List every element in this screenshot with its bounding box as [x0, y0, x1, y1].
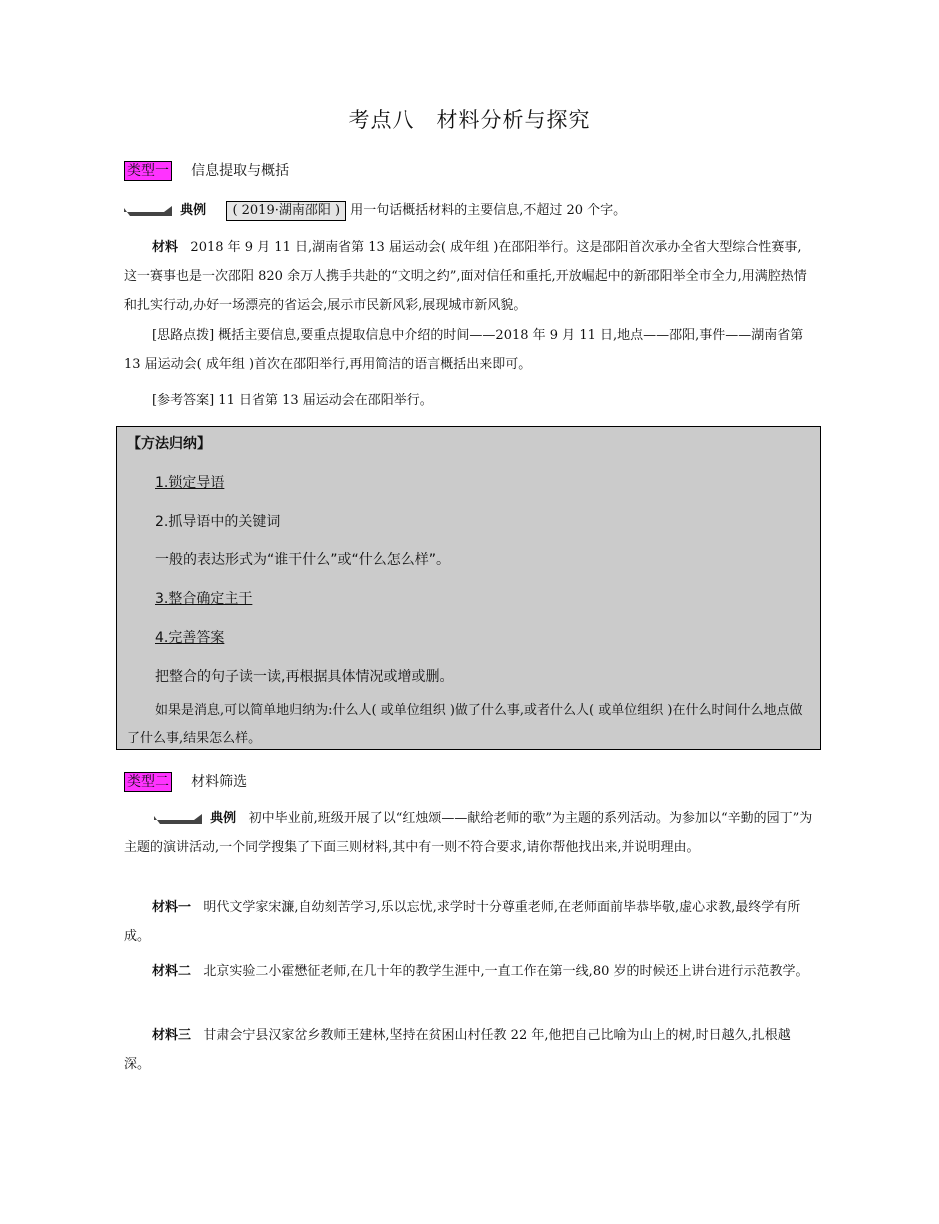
material-two-text: 北京实验二小霍懋征老师,在几十年的教学生涯中,一直工作在第一线,80 岁的时候还上讲台进行示范教学。 — [203, 964, 809, 979]
hint-paragraph — [124, 321, 814, 379]
answer-paragraph — [124, 386, 814, 415]
example-marker-icon — [124, 206, 172, 216]
method-step4-desc: 把整合的句子读一读,再根据具体情况或增或删。 — [155, 669, 454, 685]
material1-text: 2018 年 9 月 11 日,湖南省第 13 届运动会( 成年组 )在邵阳举行。这是邵阳首次承办全省大型综合性赛事,这一赛事也是一次邵阳 820 余万人携手共赴的“文明之约”,面对信任和重托,开放崛起中的新邵阳举全市全力,用满腔热情和扎实行动,办好一场漂亮的省运会,展示市民新风彩,展现城市新风貌。 — [124, 240, 807, 313]
material-three-paragraph — [124, 1021, 814, 1079]
material-three-label: 材料三 — [152, 1028, 192, 1043]
page-title: 考点八 材料分析与探究 — [348, 108, 591, 132]
method-note: 如果是消息,可以简单地归纳为:什么人( 或单位组织 )做了什么事,或者什么人( 或单位组织 )在什么时间什么地点做了什么事,结果怎么样。 — [127, 703, 803, 746]
section2-title: 材料筛选 — [191, 774, 248, 790]
example1-question: 用一句话概括材料的主要信息,不超过 20 个字。 — [350, 203, 627, 218]
material-three-text: 甘肃会宁县汉家岔乡教师王建林,坚持在贫困山村任教 22 年,他把自己比喻为山上的树,时日越久,扎根越深。 — [124, 1028, 791, 1072]
material-two-paragraph — [124, 957, 814, 986]
material-two-label: 材料二 — [152, 964, 192, 979]
method-summary-box — [116, 426, 821, 750]
example1-label: 典例 — [180, 203, 207, 218]
answer-text: 11 日省第 13 届运动会在邵阳举行。 — [218, 393, 433, 408]
method-step2-desc: 一般的表达形式为“谁干什么”或“什么怎么样”。 — [155, 552, 451, 568]
section1-title: 信息提取与概括 — [191, 163, 290, 179]
section1-tag: 类型一 — [124, 161, 172, 181]
material-one-label: 材料一 — [152, 900, 192, 915]
method-step4: 4.完善答案 — [155, 630, 225, 646]
material1-label: 材料 — [152, 240, 179, 255]
material-one-paragraph — [124, 893, 814, 951]
method-heading: 【方法归纳】 — [127, 436, 211, 452]
hint-text: 概括主要信息,要重点提取信息中介绍的时间——2018 年 9 月 11 日,地点——邵阳,事件——湖南省第 13 届运动会( 成年组 )首次在邵阳举行,再用简洁的语言概括出来即可。 — [124, 328, 804, 372]
section2-tag: 类型二 — [124, 772, 172, 792]
method-step1: 1.锁定导语 — [155, 475, 225, 491]
method-step3: 3.整合确定主干 — [155, 591, 253, 607]
example2-label: 典例 — [210, 811, 237, 826]
method-step2: 2.抓导语中的关键词 — [155, 514, 281, 530]
section1-header — [124, 160, 289, 181]
example1-line — [124, 196, 824, 225]
example2-paragraph — [124, 804, 814, 862]
example1-source: ( 2019·湖南邵阳 ) — [226, 201, 346, 221]
example-marker-icon — [154, 814, 202, 824]
example2-text: 初中毕业前,班级开展了以“红烛颂——献给老师的歌”为主题的系列活动。为参加以“辛勤的园丁”为主题的演讲活动,一个同学搜集了下面三则材料,其中有一则不符合要求,请你帮他找出来,并说明理由。 — [124, 811, 813, 855]
hint-label: [思路点拨] — [152, 328, 215, 343]
section2-header — [124, 771, 247, 792]
material-one-text: 明代文学家宋濂,自幼刻苦学习,乐以忘忧,求学时十分尊重老师,在老师面前毕恭毕敬,虚心求教,最终学有所成。 — [124, 900, 801, 944]
answer-label: [参考答案] — [152, 393, 215, 408]
material1-paragraph — [124, 233, 814, 320]
